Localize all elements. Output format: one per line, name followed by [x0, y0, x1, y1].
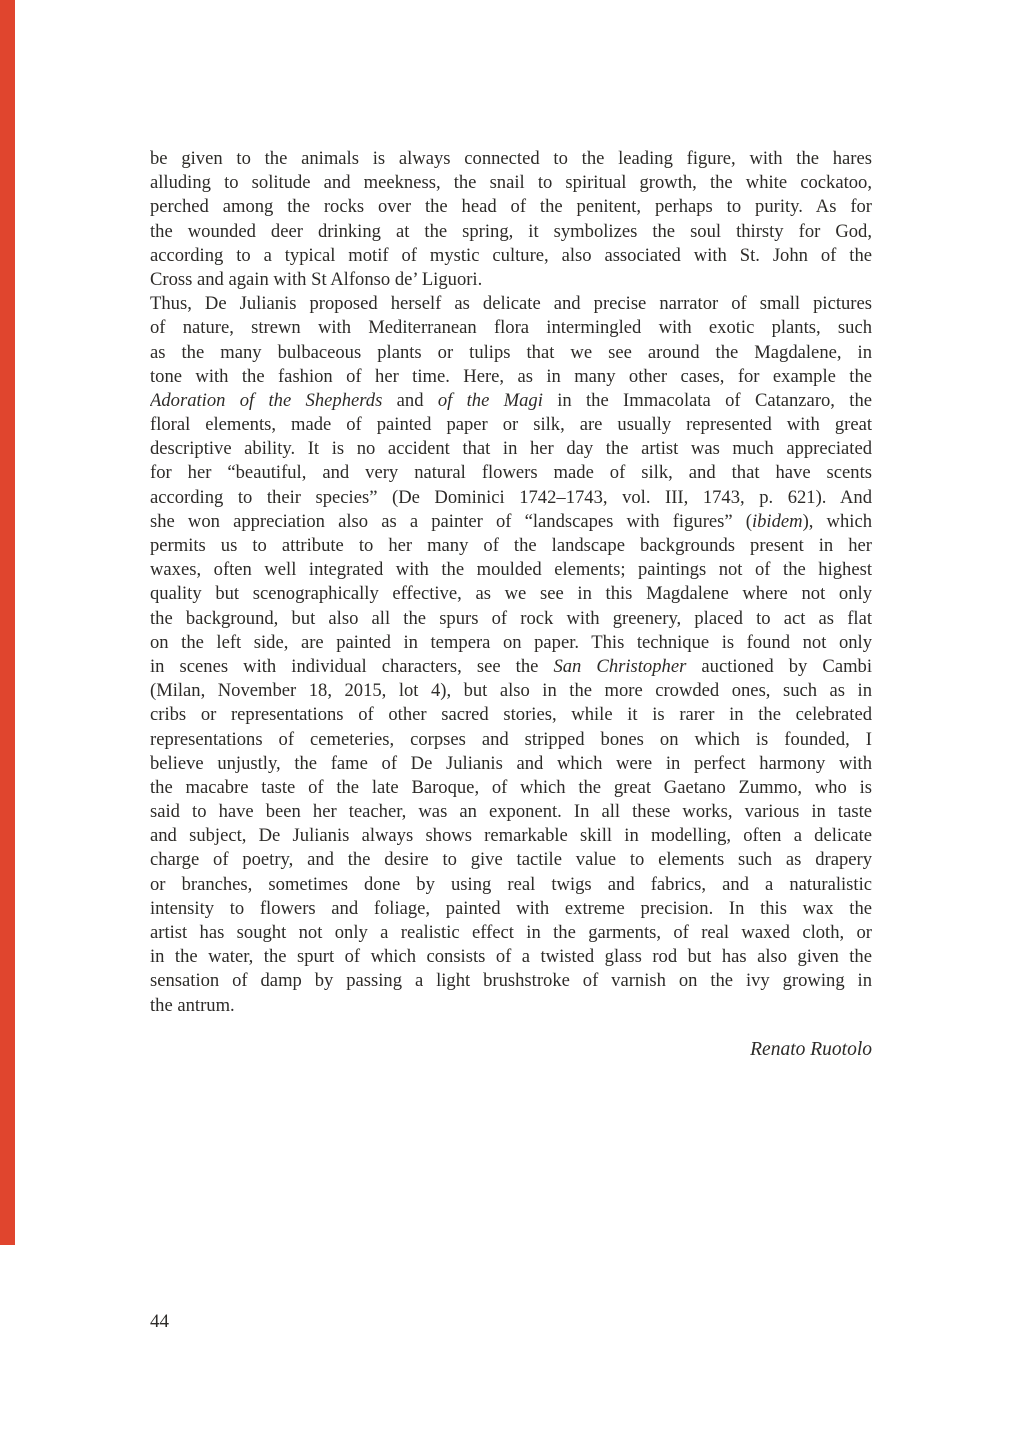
text-line: floral elements, made of painted paper or silk, are usually represented with great — [150, 414, 872, 436]
text-line: Thus, De Julianis proposed herself as delicate and precise narrator of small pictures — [150, 293, 872, 315]
text-line: cribs or representations of other sacred stories, while it is rarer in the celebrated — [150, 704, 872, 726]
text-line: alluding to solitude and meekness, the snail to spiritual growth, the white cockatoo, — [150, 172, 872, 194]
text-line: the wounded deer drinking at the spring, it symbolizes the soul thirsty for God, — [150, 220, 872, 242]
text-line: be given to the animals is always connected to the leading figure, with the hares — [150, 148, 872, 169]
text-line: artist has sought not only a realistic effect in the garments, of real waxed cloth, or — [150, 922, 872, 943]
text-line: according to their species” (De Dominici 1742–1743, vol. III, 1743, p. 621). And — [150, 486, 872, 508]
text-line: charge of poetry, and the desire to give tactile value to elements such as drapery — [150, 849, 872, 871]
text-line: as the many bulbaceous plants or tulips that we see around the Magdalene, in — [150, 341, 872, 363]
text-line: in the water, the spurt of which consists of a twisted glass rod but has also given the — [150, 946, 872, 968]
text-line: intensity to flowers and foliage, painted with extreme precision. In this wax the — [150, 897, 872, 919]
text-line: of nature, strewn with Mediterranean flora intermingled with exotic plants, such — [150, 317, 872, 339]
text-line: descriptive ability. It is no accident that in her day the artist was much appreciated — [150, 438, 872, 460]
text-line: she won appreciation also as a painter of “landscapes with figures” (ibidem), which — [150, 510, 872, 532]
text-line: and subject, De Julianis always shows remarkable skill in modelling, often a delicate — [150, 825, 872, 847]
text-line: Cross and again with St Alfonso de’ Liguori. — [150, 268, 483, 290]
page-number: 44 — [150, 1311, 169, 1332]
text-line: in scenes with individual characters, see the San Christopher auctioned by Cambi — [150, 655, 872, 677]
text-line: quality but scenographically effective, as we see in this Magdalene where not only — [150, 583, 872, 605]
text-line: the antrum. — [150, 994, 235, 1016]
text-line: for her “beautiful, and very natural flowers made of silk, and that have scents — [150, 462, 872, 484]
text-line: believe unjustly, the fame of De Julianis and which were in perfect harmony with — [150, 752, 872, 774]
text-line: the background, but also all the spurs of rock with greenery, placed to act as flat — [150, 607, 872, 629]
text-line: (Milan, November 18, 2015, lot 4), but also in the more crowded ones, such as in — [150, 680, 872, 702]
text-line: on the left side, are painted in tempera on paper. This technique is found not only — [150, 631, 872, 653]
text-line: tone with the fashion of her time. Here, as in many other cases, for example the — [150, 365, 872, 387]
text-line: said to have been her teacher, was an exponent. In all these works, various in taste — [150, 801, 872, 823]
text-line: or branches, sometimes done by using real twigs and fabrics, and a naturalistic — [150, 873, 872, 895]
text-line: permits us to attribute to her many of the landscape backgrounds present in her — [150, 535, 872, 556]
body-text — [150, 147, 872, 1018]
text-line: sensation of damp by passing a light brushstroke of varnish on the ivy growing in — [150, 970, 872, 992]
text-line: according to a typical motif of mystic culture, also associated with St. John of the — [150, 244, 872, 266]
text-line: waxes, often well integrated with the moulded elements; paintings not of the highest — [150, 559, 872, 581]
author-signature: Renato Ruotolo — [750, 1039, 872, 1060]
spine-stripe — [0, 0, 15, 1245]
text-line: perched among the rocks over the head of the penitent, perhaps to purity. As for — [150, 196, 872, 218]
text-line: the macabre taste of the late Baroque, of which the great Gaetano Zummo, who is — [150, 776, 872, 798]
text-line: representations of cemeteries, corpses and stripped bones on which is founded, I — [150, 728, 872, 750]
text-line: Adoration of the Shepherds and of the Magi in the Immacolata of Catanzaro, the — [150, 389, 872, 411]
